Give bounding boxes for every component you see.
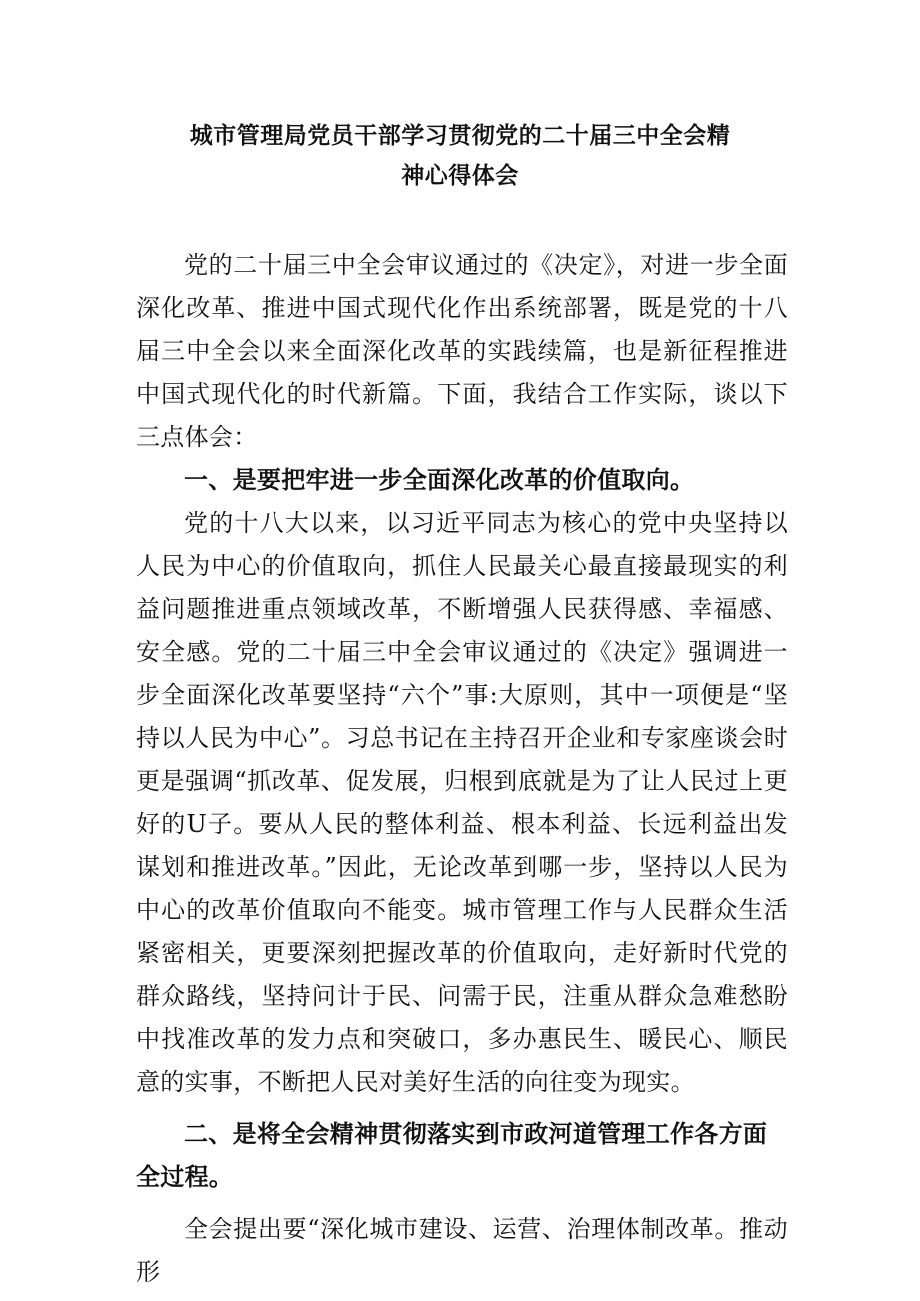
section-2-heading: 二、是将全会精神贯彻落实到市政河道管理工作各方面全过程。 xyxy=(136,1120,768,1191)
section-1-heading: 一、是要把牢进一步全面深化改革的价值取向。 xyxy=(184,466,695,494)
document-title-line-1: 城市管理局党员干部学习贯彻党的二十届三中全会精 xyxy=(189,123,731,149)
section-spacer xyxy=(136,1104,788,1113)
section-1-paragraph: 党的十八大以来，以习近平同志为核心的党中央坚持以人民为中心的价值取向，抓住人民最关心最直接最现实的利益问题推进重点领域改革，不断增强人民获得感、幸福感、安全感。党的二十届三中全会审议通过的《决定》强调进一步全面深化改革要坚持“六个”事:大原则，其中一项便是“坚持以人民为中心”。习总书记在主持召开企业和专家座谈会时更是强调“抓改革、促发展，归根到底就是为了让人民过上更好的U子。要从人民的整体利益、根本利益、长远利益出发谋划和推进改革。”因此，无论改革到哪一步，坚持以人民为中心的改革价值取向不能变。城市管理工作与人民群众生活紧密相关，更要深刻把握改革的价值取向，走好新时代党的群众路线，坚持问计于民、问需于民，注重从群众急难愁盼中找准改革的发力点和突破口，多办惠民生、暖民心、顺民意的实事，不断把人民对美好生活的向往变为现实。 xyxy=(136,509,788,1096)
section-spacer xyxy=(136,1199,788,1208)
intro-paragraph: 党的二十届三中全会审议通过的《决定》，对进一步全面深化改革、推进中国式现代化作出系统部署，既是党的十八届三中全会以来全面深化改革的实践续篇，也是新征程推进中国式现代化的时代新篇。下面，我结合工作实际，谈以下三点体会： xyxy=(136,251,788,451)
document-body xyxy=(136,244,788,1294)
document-title-line-2: 神心得体会 xyxy=(401,163,519,189)
section-2-paragraph: 全会提出要“深化城市建设、运营、治理体制改革。推动形 xyxy=(136,1215,788,1286)
